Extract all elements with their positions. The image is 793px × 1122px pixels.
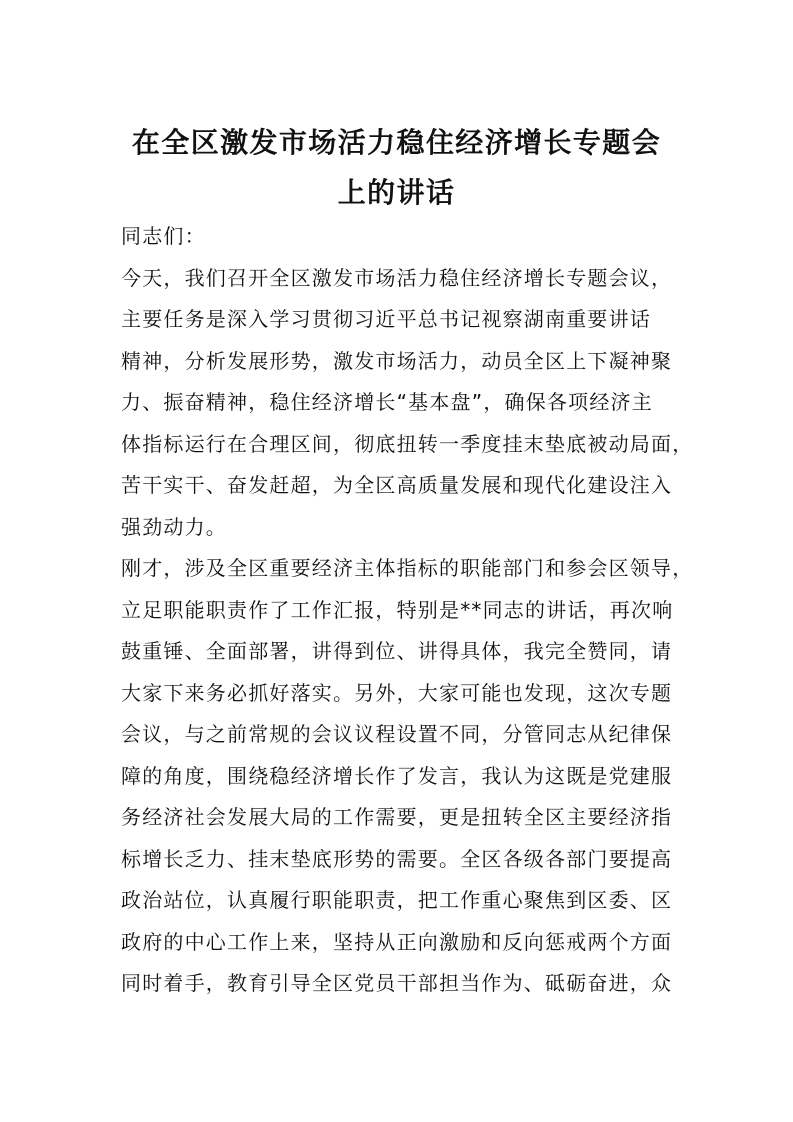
body-text-line: 障的角度，围绕稳经济增长作了发言，我认为这既是党建服 bbox=[121, 763, 673, 788]
body-text-line: 标增长乏力、挂末垫底形势的需要。全区各级各部门要提高 bbox=[121, 846, 673, 871]
body-text-line: 同时着手，教育引导全区党员干部担当作为、砥砺奋进，众 bbox=[121, 971, 673, 995]
body-text-line: 立足职能职责作了工作汇报，特别是**同志的讲话，再次响 bbox=[121, 597, 674, 622]
document-title-line-2: 上的讲话 bbox=[337, 176, 456, 209]
body-text-line: 精神，分析发展形势，激发市场活力，动员全区上下凝神聚 bbox=[121, 348, 673, 373]
body-text-line: 会议，与之前常规的会议议程设置不同，分管同志从纪律保 bbox=[121, 722, 673, 746]
body-text-line: 力、振奋精神，稳住经济增长“基本盘”，确保各项经济主 bbox=[121, 390, 653, 414]
document-title-line-1: 在全区激发市场活力稳住经济增长专题会 bbox=[131, 126, 662, 159]
body-text-line: 主要任务是深入学习贯彻习近平总书记视察湖南重要讲话 bbox=[121, 307, 651, 331]
body-text-line: 强劲动力。 bbox=[121, 514, 227, 539]
salutation: 同志们： bbox=[121, 224, 206, 248]
body-text-line: 政府的中心工作上来，坚持从正向激励和反向惩戒两个方面 bbox=[121, 929, 673, 954]
body-text-line: 体指标运行在合理区间，彻底扭转一季度挂末垫底被动局面， bbox=[121, 431, 694, 456]
body-text-line: 苦干实干、奋发赶超，为全区高质量发展和现代化建设注入 bbox=[121, 473, 673, 497]
body-text-line: 务经济社会发展大局的工作需要，更是扭转全区主要经济指 bbox=[121, 805, 673, 829]
body-text-line: 大家下来务必抓好落实。另外，大家可能也发现，这次专题 bbox=[121, 680, 673, 705]
body-text-line: 政治站位，认真履行职能职责，把工作重心聚焦到区委、区 bbox=[121, 888, 673, 912]
body-text-line: 鼓重锤、全面部署，讲得到位、讲得具体，我完全赞同，请 bbox=[121, 639, 673, 663]
body-text-line: 今天，我们召开全区激发市场活力稳住经济增长专题会议， bbox=[121, 265, 673, 290]
body-text-line: 刚才，涉及全区重要经济主体指标的职能部门和参会区领导， bbox=[121, 556, 694, 580]
